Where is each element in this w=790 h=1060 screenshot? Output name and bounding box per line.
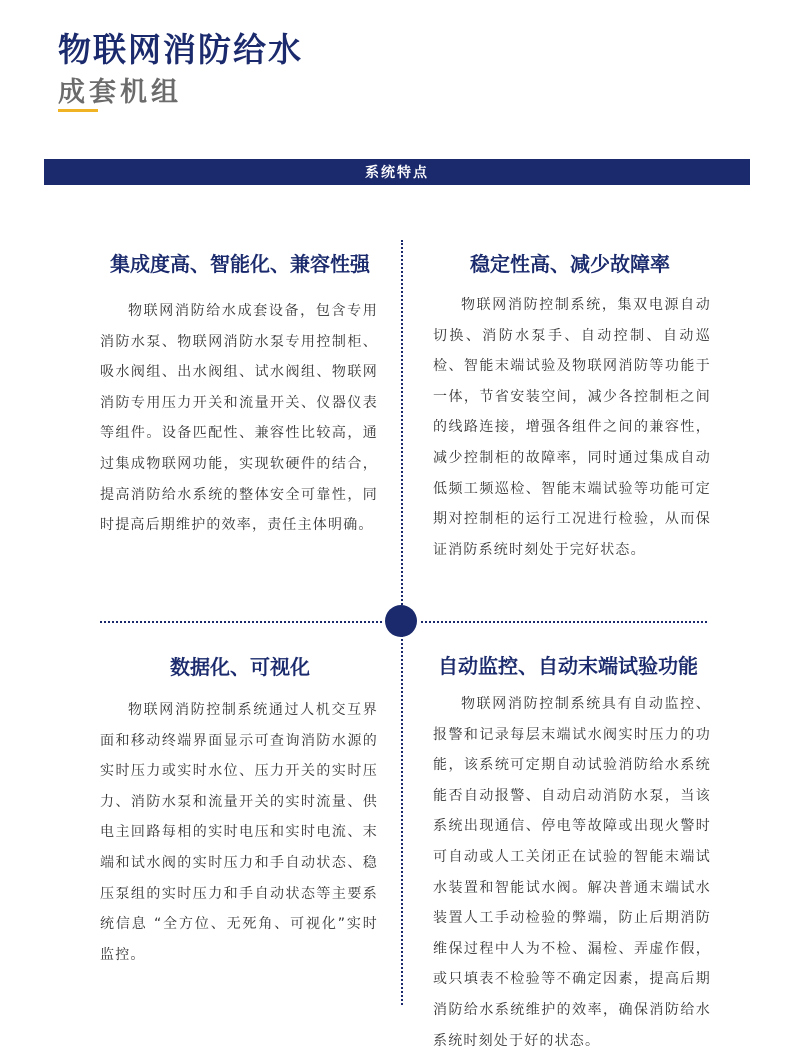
- horizontal-divider-left: [100, 621, 382, 623]
- feature-heading-stability: 稳定性高、减少故障率: [470, 252, 670, 276]
- page-subtitle: 成套机组: [58, 77, 182, 108]
- title-accent-line: [58, 109, 98, 112]
- feature-body-visualization: 物联网消防控制系统通过人机交互界面和移动终端界面显示可查询消防水源的实时压力或实时水位、压力开关的实时压力、消防水泵和流量开关的实时流量、供电主回路每相的实时电压和实时电流、末端和试水阀的实时压力和手自动状态、稳压泵组的实时压力和手自动状态等主要系统信息 “全方位、无死角、可视化”实时监控。: [100, 702, 378, 963]
- feature-heading-auto-monitoring: 自动监控、自动末端试验功能: [438, 654, 698, 678]
- horizontal-divider-right: [421, 621, 707, 623]
- feature-body-stability: 物联网消防控制系统，集双电源自动切换、消防水泵手、自动控制、自动巡检、智能末端试验及物联网消防等功能于一体，节省安装空间，减少各控制柜之间的线路连接，增强各组件之间的兼容性，减少控制柜的故障率，同时通过集成自动低频工频巡检、智能末端试验等功能可定期对控制柜的运行工况进行检验，从而保证消防系统时刻处于完好状态。: [433, 297, 711, 558]
- page-title: 物联网消防给水: [58, 30, 303, 69]
- center-dot-ornament: [385, 605, 417, 637]
- section-title: 系统特点: [365, 165, 429, 181]
- feature-body-integration: 物联网消防给水成套设备，包含专用消防水泵、物联网消防水泵专用控制柜、吸水阀组、出水阀组、试水阀组、物联网消防专用压力开关和流量开关、仪器仪表等组件。设备匹配性、兼容性比较高，通过集成物联网功能，实现软硬件的结合，提高消防给水系统的整体安全可靠性，同时提高后期维护的效率，责任主体明确。: [100, 303, 378, 534]
- feature-body-auto-monitoring: 物联网消防控制系统具有自动监控、报警和记录每层末端试水阀实时压力的功能，该系统可定期自动试验消防给水系统能否自动报警、自动启动消防水泵，当该系统出现通信、停电等故障或出现火警时可自动或人工关闭正在试验的智能末端试水装置和智能试水阀。解决普通末端试水装置人工手动检验的弊端，防止后期消防维保过程中人为不检、漏检、弄虚作假，或只填表不检验等不确定因素，提高后期消防给水系统维护的效率，确保消防给水系统时刻处于好的状态。: [433, 696, 711, 1049]
- section-header-bar: [44, 159, 750, 185]
- feature-heading-integration: 集成度高、智能化、兼容性强: [110, 252, 370, 276]
- feature-heading-visualization: 数据化、可视化: [170, 655, 310, 679]
